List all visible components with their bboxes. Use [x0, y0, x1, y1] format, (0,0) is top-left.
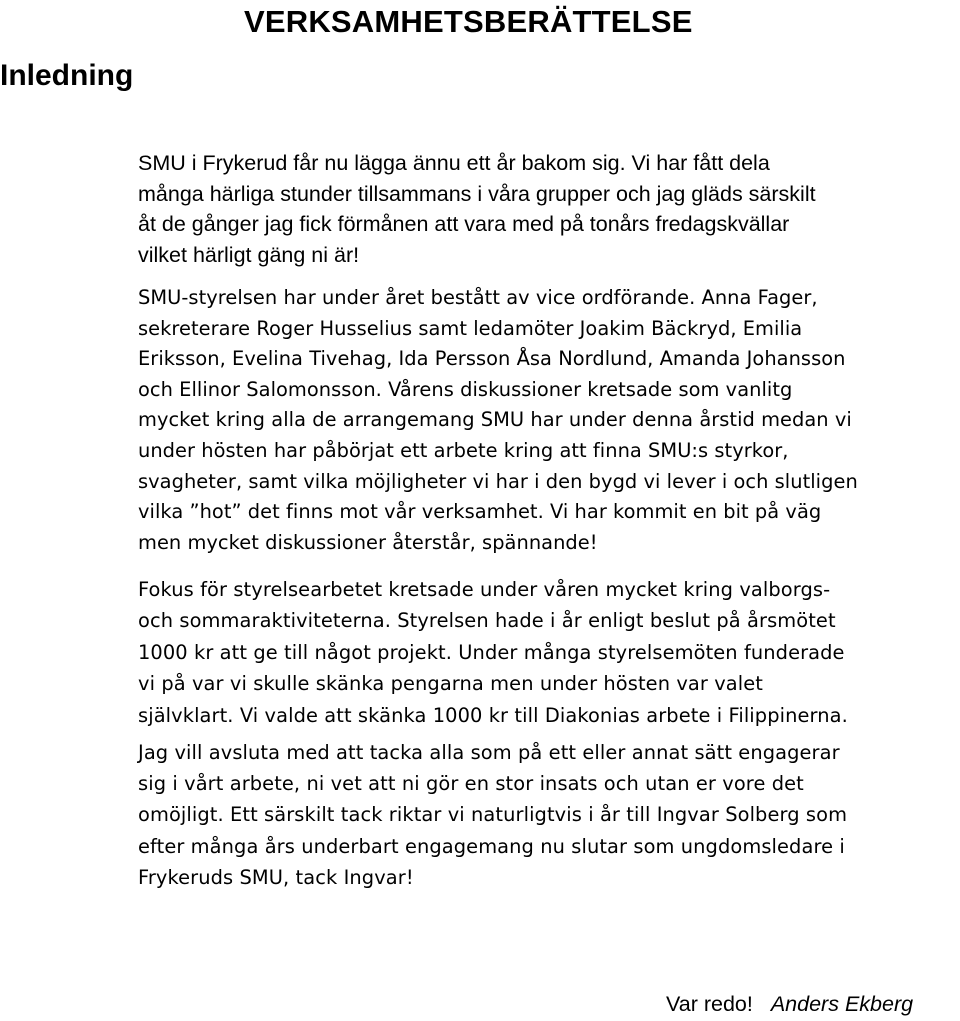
signature-name: Anders Ekberg [770, 992, 914, 1016]
document-title: VERKSAMHETSBERÄTTELSE [244, 4, 693, 39]
section-heading-inledning: Inledning [0, 59, 134, 92]
paragraph-line: SMU-styrelsen har under året bestått av vice ordförande. Anna Fager, [138, 286, 818, 309]
paragraph-line: Fokus för styrelsearbetet kretsade under våren mycket kring valborgs- [138, 578, 831, 601]
paragraph-line: efter många års underbart engagemang nu slutar som ungdomsledare i [138, 834, 845, 858]
paragraph-line: 1000 kr att ge till något projekt. Under många styrelsemöten funderade [138, 640, 845, 664]
paragraph-line: vilket härligt gäng ni är! [138, 242, 360, 267]
paragraph-line: vi på var vi skulle skänka pengarna men under hösten var valet [138, 672, 764, 696]
paragraph-line: många härliga stunder tillsammans i våra grupper och jag gläds särskilt [138, 181, 816, 206]
paragraph-line: mycket kring alla de arrangemang SMU har under denna årstid medan vi [138, 408, 852, 432]
paragraph-line: svagheter, samt vilka möjligheter vi har i den bygd vi lever i och slutligen [138, 469, 858, 493]
paragraph-focus [138, 574, 960, 731]
paragraph-line: men mycket diskussioner återstår, spännande! [138, 530, 598, 554]
paragraph-line: omöjligt. Ett särskilt tack riktar vi naturligtvis i år till Ingvar Solberg som [138, 803, 848, 827]
paragraph-line: sekreterare Roger Husselius samt ledamöter Joakim Bäckryd, Emilia [138, 316, 803, 340]
signature-closing: Var redo! [666, 992, 753, 1016]
paragraph-line: och sommaraktiviteterna. Styrelsen hade i år enligt beslut på årsmötet [138, 609, 836, 633]
signature [666, 989, 913, 1019]
paragraph-line: självklart. Vi valde att skänka 1000 kr till Diakonias arbete i Filippinerna. [138, 703, 848, 727]
paragraph-line: sig i vårt arbete, ni vet att ni gör en stor insats och utan er vore det [138, 772, 804, 796]
paragraph-intro [138, 148, 960, 270]
paragraph-line: SMU i Frykerud får nu lägga ännu ett år bakom sig. Vi har fått dela [138, 151, 770, 175]
paragraph-line: under hösten har påbörjat ett arbete kring att finna SMU:s styrkor, [138, 438, 789, 462]
paragraph-board [138, 283, 960, 558]
paragraph-line: och Ellinor Salomonsson. Vårens diskussioner kretsade som vanlitg [138, 377, 793, 401]
paragraph-line: åt de gånger jag fick förmånen att vara med på tonårs fredagskvällar [138, 212, 790, 237]
paragraph-line: Frykeruds SMU, tack Ingvar! [138, 865, 414, 889]
paragraph-line: vilka ”hot” det finns mot vår verksamhet. Vi har kommit en bit på väg [138, 500, 822, 524]
paragraph-line: Jag vill avsluta med att tacka alla som på ett eller annat sätt engagerar [138, 741, 840, 764]
paragraph-line: Eriksson, Evelina Tivehag, Ida Persson Åsa Nordlund, Amanda Johansson [138, 347, 846, 371]
paragraph-thanks [138, 737, 960, 893]
